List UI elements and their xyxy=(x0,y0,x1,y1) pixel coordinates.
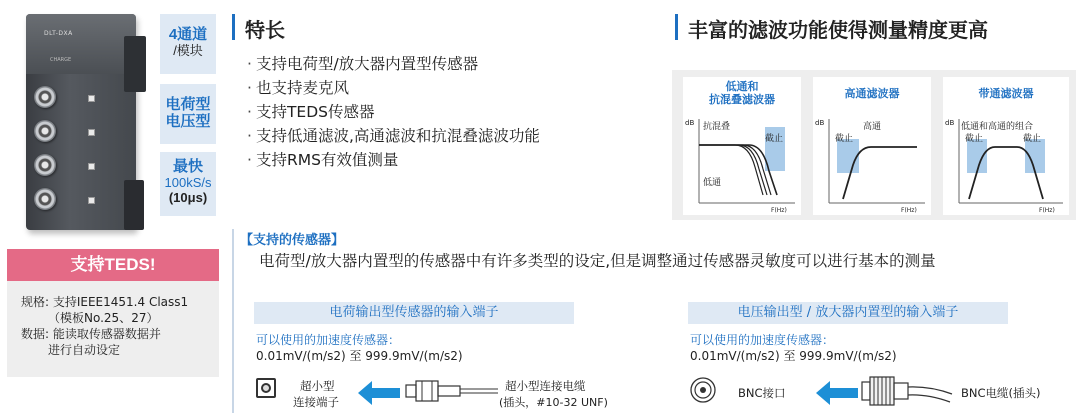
voltage-port-note: 可以使用的加速度传感器： xyxy=(690,333,835,347)
bnc-port-label: BNC接口 xyxy=(738,386,786,400)
micro-connector-icon xyxy=(256,378,276,398)
micro-connector-label-line2: 连接端子 xyxy=(293,395,339,409)
teds-spec-line: 规格: 支持IEEE1451.4 Class1 xyxy=(21,295,189,309)
device-model-label: DLT-DXA xyxy=(44,30,73,37)
status-led-2-icon xyxy=(88,129,95,136)
features-title: 特长 xyxy=(245,18,285,42)
teds-data-line: 数据: 能读取传感器数据并 xyxy=(21,327,161,341)
feature-item-text: 支持低通滤波,高通滤波和抗混叠滤波功能 xyxy=(255,127,540,145)
features-accent-bar xyxy=(232,14,235,40)
cutoff-label-high: 截止 xyxy=(1023,134,1042,144)
voltage-port-range: 0.01mV/(m/s2) 至 999.9mV/(m/s2) xyxy=(690,349,897,363)
badge-channels xyxy=(160,14,216,74)
bnc-port-3-icon xyxy=(34,154,56,176)
bnc-port-2-icon xyxy=(34,120,56,142)
cutoff-label-low: 截止 xyxy=(965,134,984,144)
bnc-cable-label: BNC电缆(插头) xyxy=(961,386,1041,400)
feature-item-text: 支持电荷型/放大器内置型传感器 xyxy=(255,55,479,73)
teds-auto-line: 进行自动设定 xyxy=(48,343,121,357)
charge-port-heading: 电荷输出型传感器的输入端子 xyxy=(254,302,574,324)
teds-template-line: （模板No.25、27） xyxy=(48,311,159,325)
sensors-title: 【支持的传感器】 xyxy=(240,233,345,248)
bnc-port-4-icon xyxy=(34,188,56,210)
device-top xyxy=(26,14,136,74)
bnc-port-icon xyxy=(690,377,716,403)
micro-cable-icon xyxy=(404,378,500,404)
cutoff-band-low xyxy=(967,139,987,173)
badge-speed-line1: 最快 xyxy=(172,158,203,175)
filters-title: 丰富的滤波功能使得测量精度更高 xyxy=(688,18,988,42)
badge-type-line2: 电压型 xyxy=(165,113,211,130)
feature-item: · 也支持麦克风 xyxy=(247,79,349,97)
badge-channels-line2: /模块 xyxy=(173,43,203,58)
y-unit-label: dB xyxy=(815,119,825,127)
filter-card-title: 带通滤波器 xyxy=(978,87,1034,100)
charge-port-range: 0.01mV/(m/s2) 至 999.9mV/(m/s2) xyxy=(256,349,463,363)
antialias-label: 抗混叠 xyxy=(703,122,731,132)
cutoff-band xyxy=(837,139,859,173)
feature-item: · 支持电荷型/放大器内置型传感器 xyxy=(247,55,479,73)
micro-cable-label-line1: 超小型连接电缆 xyxy=(505,379,586,393)
status-led-4-icon xyxy=(88,197,95,204)
cutoff-label: 截止 xyxy=(765,134,784,144)
cutoff-label: 截止 xyxy=(835,134,854,144)
features-list xyxy=(247,52,540,172)
lowpass-label: 低通 xyxy=(703,178,722,188)
sensors-description: 电荷型/放大器内置型的传感器中有许多类型的设定,但是调整通过传感器灵敏度可以进行基本的测量 xyxy=(259,252,936,270)
badge-channels-line1: 4通道 xyxy=(168,26,208,43)
badge-speed-line2: 100kS/s xyxy=(164,175,212,190)
filter-card-highpass xyxy=(813,77,931,215)
cutoff-band-high xyxy=(1025,139,1045,173)
bnc-cable-icon xyxy=(860,374,954,408)
filter-card-title-line1: 低通和 xyxy=(725,80,759,93)
teds-details xyxy=(7,281,219,377)
arrow-left-icon xyxy=(358,381,400,405)
bandpass-response-chart xyxy=(943,115,1069,215)
charge-port-note: 可以使用的加速度传感器： xyxy=(256,333,401,347)
lowpass-response-chart xyxy=(683,115,801,215)
device-sub-label: CHARGE xyxy=(50,57,72,63)
micro-connector-label-line1: 超小型 xyxy=(300,379,335,393)
arrow-left-icon xyxy=(816,381,858,405)
y-unit-label: dB xyxy=(685,119,695,127)
x-unit-label: F(Hz) xyxy=(1039,207,1055,214)
feature-item: · 支持RMS有效值测量 xyxy=(247,151,399,169)
teds-heading: 支持TEDS! xyxy=(7,249,219,281)
filter-card-lowpass xyxy=(683,77,801,215)
status-led-1-icon xyxy=(88,95,95,102)
badge-speed xyxy=(160,152,216,216)
bnc-port-1-icon xyxy=(34,86,56,108)
feature-item: · 支持TEDS传感器 xyxy=(247,103,375,121)
y-unit-label: dB xyxy=(945,119,955,127)
feature-item-text: 也支持麦克风 xyxy=(255,79,349,97)
device-bottom-connector xyxy=(124,180,144,230)
badge-speed-line3: (10μs) xyxy=(168,190,208,205)
combo-label: 低通和高通的组合 xyxy=(961,122,1034,132)
status-led-3-icon xyxy=(88,163,95,170)
feature-item: · 支持低通滤波,高通滤波和抗混叠滤波功能 xyxy=(247,127,540,145)
micro-cable-label-line2: (插头，#10-32 UNF) xyxy=(499,396,608,409)
filter-card-bandpass xyxy=(943,77,1069,215)
badge-type-line1: 电荷型 xyxy=(165,96,211,113)
sensors-accent-bar xyxy=(232,229,234,413)
x-unit-label: F(Hz) xyxy=(901,207,917,214)
feature-item-text: 支持TEDS传感器 xyxy=(255,103,375,121)
device-image xyxy=(0,0,160,240)
filter-card-title-line2: 抗混叠滤波器 xyxy=(709,93,775,106)
filters-accent-bar xyxy=(675,14,678,40)
highpass-response-chart xyxy=(813,115,931,215)
badge-type xyxy=(160,84,216,144)
voltage-port-heading: 电压输出型 / 放大器内置型的输入端子 xyxy=(688,302,1008,324)
feature-item-text: 支持RMS有效值测量 xyxy=(255,151,399,169)
highpass-label: 高通 xyxy=(863,122,882,132)
device-side-connector xyxy=(124,36,146,92)
filter-card-title: 高通滤波器 xyxy=(844,87,900,100)
x-unit-label: F(Hz) xyxy=(771,207,787,214)
